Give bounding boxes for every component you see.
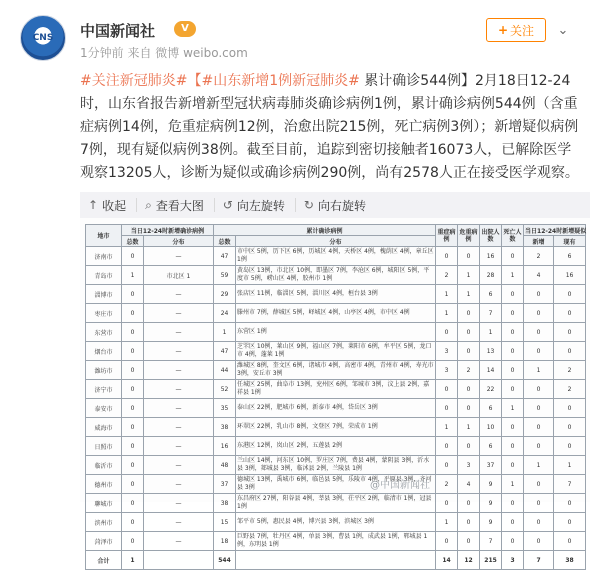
cell-d: 0 (502, 418, 524, 437)
image-toolbar (80, 192, 590, 218)
cell-d: 0 (502, 285, 524, 304)
cell-s: 3 (436, 342, 458, 361)
rotate-right-icon: ↻ (303, 198, 314, 212)
cell-c: 37 (214, 475, 236, 494)
cell-dis: 9 (480, 513, 502, 532)
cell-dis: 22 (480, 380, 502, 399)
cell-ns: 0 (524, 399, 554, 418)
cell-c: 18 (214, 532, 236, 551)
cell-city: 济宁市 (86, 380, 122, 399)
account-name[interactable]: 中国新闻社 (80, 22, 156, 40)
cell-cd: 环翠区 22例，乳山市 8例，文登区 7例，荣成市 1例 (236, 418, 436, 437)
cell-cr: 1 (458, 418, 480, 437)
table-row (86, 323, 586, 342)
cell-d: 1 (502, 475, 524, 494)
header-city: 地市 (86, 225, 122, 247)
cell-cd (236, 551, 436, 570)
cell-dis: 215 (480, 551, 502, 570)
cell-dis: 9 (480, 494, 502, 513)
cell-d: 0 (502, 494, 524, 513)
header-suspect-group: 当日12-24时新增疑似 (524, 225, 586, 236)
cell-n: 0 (122, 380, 144, 399)
post-body: 累计确诊544例】2月18日12-24时，山东省报告新增新型冠状病毒肺炎确诊病例1例，累计确诊病例544例（含重症病例14例，危重症病例12例，治愈出院215例，死亡病例3例）；新增疑似病例7例，现有疑似病例38例。截至目前，追踪到密切接触者16073人，已解除医学观察13205人，诊断为疑似或确诊病例290例，尚有2578人正在接受医学观察。 (80, 73, 579, 181)
cell-cs: 0 (554, 342, 586, 361)
header-cum-dist: 分布 (236, 236, 436, 247)
watermark: @中国新闻社 (370, 480, 430, 491)
cell-s: 2 (436, 266, 458, 285)
cell-nd: — (144, 247, 214, 266)
cell-dis: 14 (480, 361, 502, 380)
cell-n: 0 (122, 475, 144, 494)
cell-cs: 0 (554, 513, 586, 532)
cell-cd: 张店区 11例，临淄区 5例，淄川区 4例，桓台县 3例 (236, 285, 436, 304)
cell-dis: 6 (480, 399, 502, 418)
cell-ns: 0 (524, 323, 554, 342)
cell-n: 0 (122, 399, 144, 418)
cell-city: 东营市 (86, 323, 122, 342)
cell-city: 日照市 (86, 437, 122, 456)
cell-city: 滨州市 (86, 513, 122, 532)
hashtag-link-2[interactable]: 【#山东新增1例新冠肺炎# (187, 73, 360, 89)
cell-ns: 2 (524, 247, 554, 266)
cell-cd: 东港区 12例，岚山区 2例，五莲县 2例 (236, 437, 436, 456)
cell-city: 枣庄市 (86, 304, 122, 323)
cell-d: 3 (502, 551, 524, 570)
table-row (86, 513, 586, 532)
cell-dis: 6 (480, 437, 502, 456)
vip-badge-icon: V (174, 21, 196, 37)
cell-c: 38 (214, 418, 236, 437)
cell-cs: 16 (554, 266, 586, 285)
cell-nd: — (144, 380, 214, 399)
cell-city: 青岛市 (86, 266, 122, 285)
cell-n: 0 (122, 304, 144, 323)
cell-nd: 市北区 1 (144, 266, 214, 285)
cell-cs: 2 (554, 361, 586, 380)
cell-n: 0 (122, 418, 144, 437)
rotate-left-icon: ↺ (222, 198, 233, 212)
cell-cr: 0 (458, 494, 480, 513)
cell-dis: 9 (480, 475, 502, 494)
cell-cr: 12 (458, 551, 480, 570)
plus-icon: + (497, 23, 509, 37)
cell-nd: — (144, 304, 214, 323)
table-body (86, 247, 586, 570)
cell-cd: 德城区 13例，禹城市 6例，临邑县 5例，乐陵市 4例，平原县 3例，齐河县 3例 (236, 475, 436, 494)
table-row (86, 437, 586, 456)
cell-cd: 黄岛区 13例，市北区 10例，即墨区 7例，李沧区 6例，城阳区 5例，平度市 5例，崂山区 4例，胶州市 1例 (236, 266, 436, 285)
cell-dis: 1 (480, 323, 502, 342)
cell-nd: — (144, 399, 214, 418)
cell-city: 临沂市 (86, 456, 122, 475)
cell-c: 59 (214, 266, 236, 285)
table-row (86, 342, 586, 361)
post-header (0, 0, 600, 68)
cell-cs: 0 (554, 494, 586, 513)
cell-n: 0 (122, 513, 144, 532)
cell-s: 0 (436, 456, 458, 475)
cell-ns: 0 (524, 342, 554, 361)
cell-cr: 4 (458, 475, 480, 494)
cell-nd: — (144, 418, 214, 437)
table-row (86, 380, 586, 399)
cell-s: 1 (436, 285, 458, 304)
cell-cs: 7 (554, 475, 586, 494)
cell-cs: 0 (554, 532, 586, 551)
cell-city: 威海市 (86, 418, 122, 437)
post-image[interactable] (80, 218, 590, 565)
header-severe: 重症病例 (436, 225, 458, 247)
cell-d: 0 (502, 456, 524, 475)
cell-nd: — (144, 342, 214, 361)
cell-s: 0 (436, 247, 458, 266)
cell-ns: 7 (524, 551, 554, 570)
cell-cr: 1 (458, 285, 480, 304)
collapse-icon: ↑ (88, 198, 99, 212)
cell-ns: 0 (524, 380, 554, 399)
collapse-button[interactable] (80, 198, 137, 212)
cell-d: 0 (502, 323, 524, 342)
header-new-group: 当日12-24时新增确诊病例 (122, 225, 214, 236)
cell-city: 济南市 (86, 247, 122, 266)
cell-nd: — (144, 475, 214, 494)
cell-city: 德州市 (86, 475, 122, 494)
cell-cr: 0 (458, 323, 480, 342)
table-row (86, 475, 586, 494)
table-row (86, 532, 586, 551)
cell-c: 47 (214, 247, 236, 266)
cell-city: 泰安市 (86, 399, 122, 418)
cell-ns: 4 (524, 266, 554, 285)
cell-d: 0 (502, 513, 524, 532)
cell-cr: 0 (458, 399, 480, 418)
cell-cd: 市中区 5例，历下区 6例，历城区 4例，天桥区 4例，槐荫区 4例，章丘区 1例 (236, 247, 436, 266)
table-row (86, 399, 586, 418)
table-row (86, 418, 586, 437)
post-text (80, 70, 585, 185)
cell-ns: 0 (524, 513, 554, 532)
header-new-dist: 分布 (144, 236, 214, 247)
cell-ns: 0 (524, 285, 554, 304)
cell-ns: 0 (524, 475, 554, 494)
cell-n: 0 (122, 323, 144, 342)
cell-nd: — (144, 494, 214, 513)
avatar-logo-text: CNS (32, 33, 54, 43)
cell-cs: 0 (554, 399, 586, 418)
table-row (86, 456, 586, 475)
cell-s: 0 (436, 380, 458, 399)
cell-n: 0 (122, 437, 144, 456)
cell-cr: 0 (458, 247, 480, 266)
cell-cr: 0 (458, 304, 480, 323)
follow-label: 关注 (510, 23, 535, 38)
cell-nd (144, 551, 214, 570)
cell-c: 24 (214, 304, 236, 323)
case-table (85, 224, 586, 570)
cell-cs: 0 (554, 285, 586, 304)
rotate-right-label: 向右旋转 (317, 198, 366, 213)
cell-c: 35 (214, 399, 236, 418)
rotate-left-label: 向左旋转 (236, 198, 285, 213)
collapse-label: 收起 (102, 198, 127, 213)
cell-s: 0 (436, 437, 458, 456)
cell-n: 0 (122, 456, 144, 475)
header-death: 死亡人数 (502, 225, 524, 247)
cell-cd: 东昌府区 27例，阳谷县 4例，莘县 3例，茌平区 2例，临清市 1例，冠县 1例 (236, 494, 436, 513)
cell-city: 潍坊市 (86, 361, 122, 380)
cell-ns: 0 (524, 304, 554, 323)
cell-c: 52 (214, 380, 236, 399)
cell-cr: 2 (458, 361, 480, 380)
rotate-left-button[interactable] (215, 198, 296, 212)
cell-c: 47 (214, 342, 236, 361)
cell-c: 16 (214, 437, 236, 456)
cell-d: 0 (502, 532, 524, 551)
cell-nd: — (144, 437, 214, 456)
cell-s: 1 (436, 418, 458, 437)
post-meta: 1分钟前 来自 微博 weibo.com (80, 46, 248, 60)
cell-cs: 0 (554, 418, 586, 437)
header-critical: 危重病例 (458, 225, 480, 247)
header-cum-group: 累计确诊病例 (214, 225, 436, 236)
header-discharged: 出院人数 (480, 225, 502, 247)
cell-d: 0 (502, 437, 524, 456)
cell-cr: 0 (458, 513, 480, 532)
cell-s: 1 (436, 513, 458, 532)
cell-cd: 东营区 1例 (236, 323, 436, 342)
cell-cs: 1 (554, 456, 586, 475)
cell-dis: 13 (480, 342, 502, 361)
cell-dis: 28 (480, 266, 502, 285)
cell-nd: — (144, 513, 214, 532)
cell-ns: 1 (524, 456, 554, 475)
cell-d: 0 (502, 380, 524, 399)
table-row (86, 247, 586, 266)
cell-n: 0 (122, 285, 144, 304)
cell-c: 29 (214, 285, 236, 304)
cell-s: 1 (436, 304, 458, 323)
follow-button[interactable] (486, 18, 546, 42)
cell-n: 0 (122, 361, 144, 380)
cell-dis: 7 (480, 304, 502, 323)
cell-d: 1 (502, 399, 524, 418)
cell-cd: 泰山区 22例，肥城市 6例，新泰市 4例，岱岳区 3例 (236, 399, 436, 418)
cell-cs: 2 (554, 380, 586, 399)
cell-ns: 0 (524, 418, 554, 437)
cell-c: 1 (214, 323, 236, 342)
cell-city: 合计 (86, 551, 122, 570)
cell-c: 544 (214, 551, 236, 570)
header-new-count: 总数 (122, 236, 144, 247)
cell-c: 48 (214, 456, 236, 475)
cell-dis: 10 (480, 418, 502, 437)
cell-cd: 任城区 25例，曲阜市 13例，兖州区 6例，邹城市 3例，汶上县 2例，嘉祥县 1例 (236, 380, 436, 399)
cell-nd: — (144, 456, 214, 475)
cell-s: 3 (436, 361, 458, 380)
cell-cd: 滕州市 7例，薛城区 5例，峄城区 4例，山亭区 4例，市中区 4例 (236, 304, 436, 323)
cell-ns: 0 (524, 437, 554, 456)
header-current-suspect: 现有 (554, 236, 586, 247)
cell-ns: 1 (524, 361, 554, 380)
cell-cr: 0 (458, 342, 480, 361)
cell-cr: 0 (458, 380, 480, 399)
cell-cr: 3 (458, 456, 480, 475)
cell-c: 15 (214, 513, 236, 532)
hashtag-link[interactable]: #关注新冠肺炎# (80, 73, 188, 89)
cell-ns: 0 (524, 494, 554, 513)
cell-city: 烟台市 (86, 342, 122, 361)
cell-d: 0 (502, 361, 524, 380)
cell-cs: 6 (554, 247, 586, 266)
cell-d: 0 (502, 342, 524, 361)
cell-city: 菏泽市 (86, 532, 122, 551)
cell-dis: 7 (480, 532, 502, 551)
cell-cs: 0 (554, 323, 586, 342)
cell-s: 0 (436, 323, 458, 342)
chevron-down-icon[interactable]: ⌄ (557, 23, 569, 38)
cell-cr: 0 (458, 532, 480, 551)
cell-cd: 芝罘区 10例，莱山区 9例，福山区 7例，莱阳市 6例，牟平区 5例，龙口市 4例，蓬莱 1例 (236, 342, 436, 361)
cell-s: 2 (436, 475, 458, 494)
rotate-right-button[interactable] (296, 198, 376, 212)
cell-nd: — (144, 532, 214, 551)
cell-cd: 潍城区 8例，奎文区 6例，诸城市 4例，高密市 4例，青州市 4例，寿光市 3例，安丘市 3例 (236, 361, 436, 380)
cell-c: 38 (214, 494, 236, 513)
cell-city: 聊城市 (86, 494, 122, 513)
magnifier-icon: ⌕ (145, 197, 152, 212)
cell-cs: 0 (554, 437, 586, 456)
cell-cr: 0 (458, 437, 480, 456)
cell-cs: 38 (554, 551, 586, 570)
avatar[interactable] (20, 15, 66, 61)
cell-cd: 巨野县 7例，牡丹区 4例，单县 3例，曹县 1例，成武县 1例，郓城县 1例，东明县 1例 (236, 532, 436, 551)
cell-dis: 37 (480, 456, 502, 475)
cell-d: 0 (502, 247, 524, 266)
cell-ns: 0 (524, 532, 554, 551)
cell-cd: 兰山区 14例，河东区 10例，罗庄区 7例，费县 4例，蒙阴县 3例，沂水县 3例，郯城县 3例，临沭县 2例，兰陵县 1例 (236, 456, 436, 475)
cell-nd: — (144, 285, 214, 304)
cell-n: 0 (122, 532, 144, 551)
cell-s: 0 (436, 494, 458, 513)
cell-cs: 0 (554, 304, 586, 323)
table-total-row (86, 551, 586, 570)
cell-d: 0 (502, 304, 524, 323)
table-row (86, 266, 586, 285)
cell-cr: 1 (458, 266, 480, 285)
cell-n: 0 (122, 247, 144, 266)
table-row (86, 304, 586, 323)
cell-n: 1 (122, 266, 144, 285)
cell-n: 0 (122, 494, 144, 513)
view-large-button[interactable] (137, 198, 215, 212)
cell-dis: 6 (480, 285, 502, 304)
cell-n: 1 (122, 551, 144, 570)
cell-nd: — (144, 323, 214, 342)
cell-cd: 邹平市 5例，惠民县 4例，博兴县 3例，滨城区 3例 (236, 513, 436, 532)
table-row (86, 494, 586, 513)
cell-nd: — (144, 361, 214, 380)
cell-dis: 16 (480, 247, 502, 266)
table-row (86, 285, 586, 304)
cell-s: 14 (436, 551, 458, 570)
cell-s: 0 (436, 399, 458, 418)
header-cum-count: 总数 (214, 236, 236, 247)
cell-d: 1 (502, 266, 524, 285)
cell-n: 0 (122, 342, 144, 361)
table-row (86, 361, 586, 380)
cell-city: 淄博市 (86, 285, 122, 304)
view-large-label: 查看大图 (155, 198, 204, 213)
header-new-suspect: 新增 (524, 236, 554, 247)
cell-c: 44 (214, 361, 236, 380)
cell-s: 0 (436, 532, 458, 551)
